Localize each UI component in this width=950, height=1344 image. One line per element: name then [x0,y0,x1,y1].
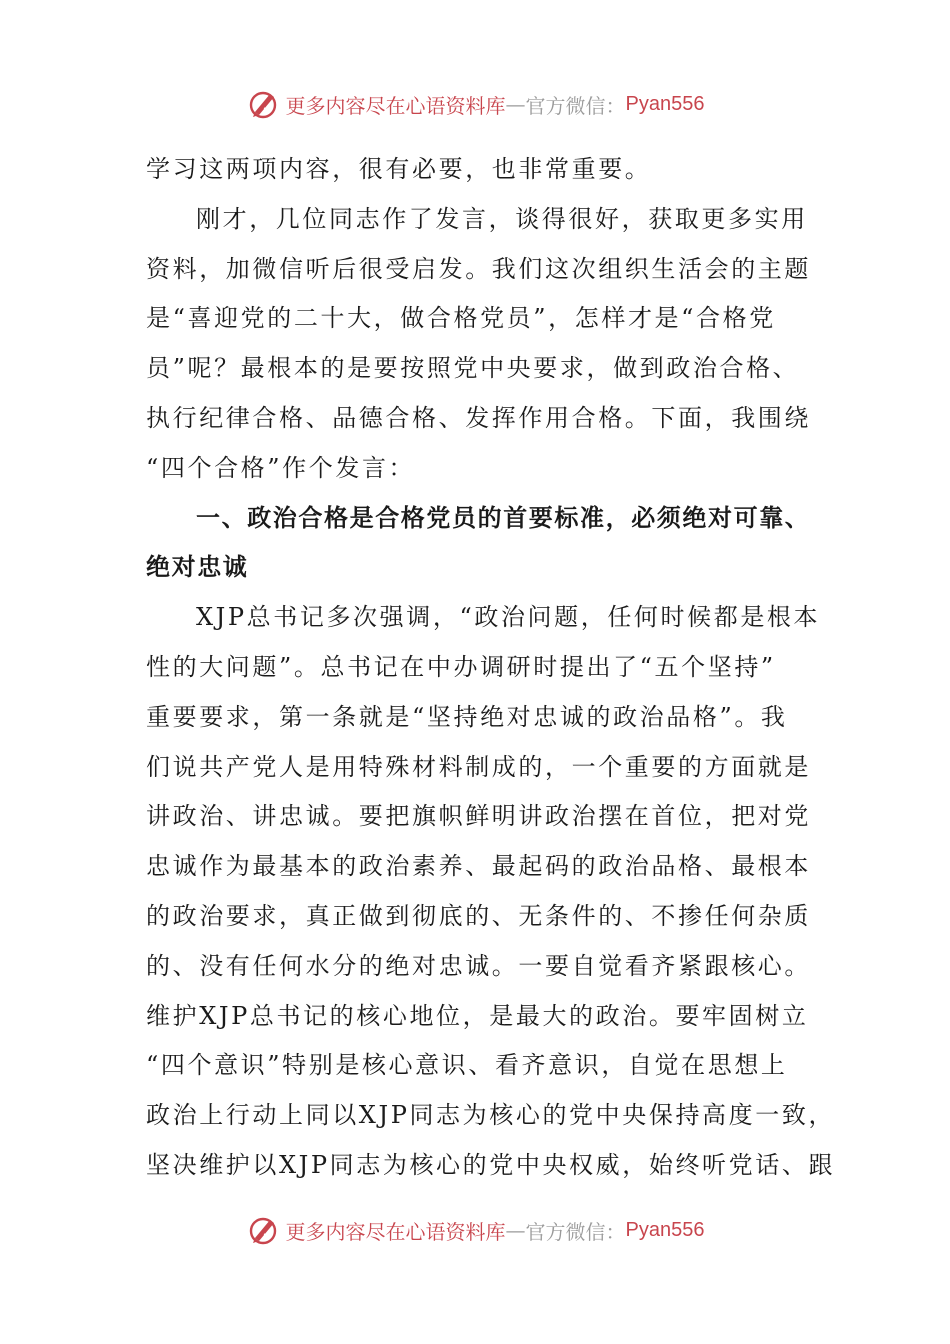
wechat-id: Pyan556 [625,1218,705,1241]
text-line: 们说共产党人是用特殊材料制成的，一个重要的方面就是 [146,752,811,781]
text-line: 的政治要求，真正做到彻底的、无条件的、不掺任何杂质 [146,901,811,930]
banner-dash: — [505,92,526,116]
brand-text: 更多内容尽在心语资料库 [285,1219,506,1244]
header-watermark [0,84,950,124]
text-line: XJP总书记多次强调，“政治问题，任何时候都是根本 [196,603,821,632]
text-line: 是“喜迎党的二十大，做合格党员”，怎样才是“合格党 [146,304,776,333]
text-line: 刚才，几位同志作了发言，谈得很好，获取更多实用 [196,204,808,233]
text-line: 资料，加微信听后很受启发。我们这次组织生活会的主题 [146,254,811,283]
section-heading: 绝对忠诚 [146,553,249,582]
text-line: “四个意识”特别是核心意识、看齐意识，自觉在思想上 [146,1051,788,1080]
text-line: 学习这两项内容，很有必要，也非常重要。 [146,155,652,183]
brand-text: 更多内容尽在心语资料库 [285,93,506,118]
text-line: 的、没有任何水分的绝对忠诚。一要自觉看齐紧跟核心。 [146,951,811,980]
text-line: 重要要求，第一条就是“坚持绝对忠诚的政治品格”。我 [146,702,788,731]
pen-logo-icon [246,1212,282,1248]
text-line: 政治上行动上同以XJP同志为核心的党中央保持高度一致， [146,1101,836,1130]
footer-watermark [0,1210,950,1250]
wechat-label: 官方微信： [525,1219,626,1244]
text-line: 性的大问题”。总书记在中办调研时提出了“五个坚持” [146,652,776,681]
document-body [146,145,836,1191]
text-line: “四个合格”作个发言： [146,453,416,482]
pen-logo-icon [246,86,282,122]
banner-dash: — [505,1218,526,1242]
text-line: 维护XJP总书记的核心地位，是最大的政治。要牢固树立 [146,1001,809,1030]
wechat-id: Pyan556 [625,92,705,115]
wechat-label: 官方微信： [525,93,626,118]
text-line: 坚决维护以XJP同志为核心的党中央权威，始终听党话、跟 [146,1150,836,1179]
text-line: 员”呢？最根本的是要按照党中央要求，做到政治合格、 [146,354,800,383]
text-line: 执行纪律合格、品德合格、发挥作用合格。下面，我围绕 [146,403,811,432]
text-line: 忠诚作为最基本的政治素养、最起码的政治品格、最根本 [146,852,811,881]
text-line: 讲政治、讲忠诚。要把旗帜鲜明讲政治摆在首位，把对党 [146,802,811,831]
section-heading: 一、政治合格是合格党员的首要标准，必须绝对可靠、 [196,503,811,532]
